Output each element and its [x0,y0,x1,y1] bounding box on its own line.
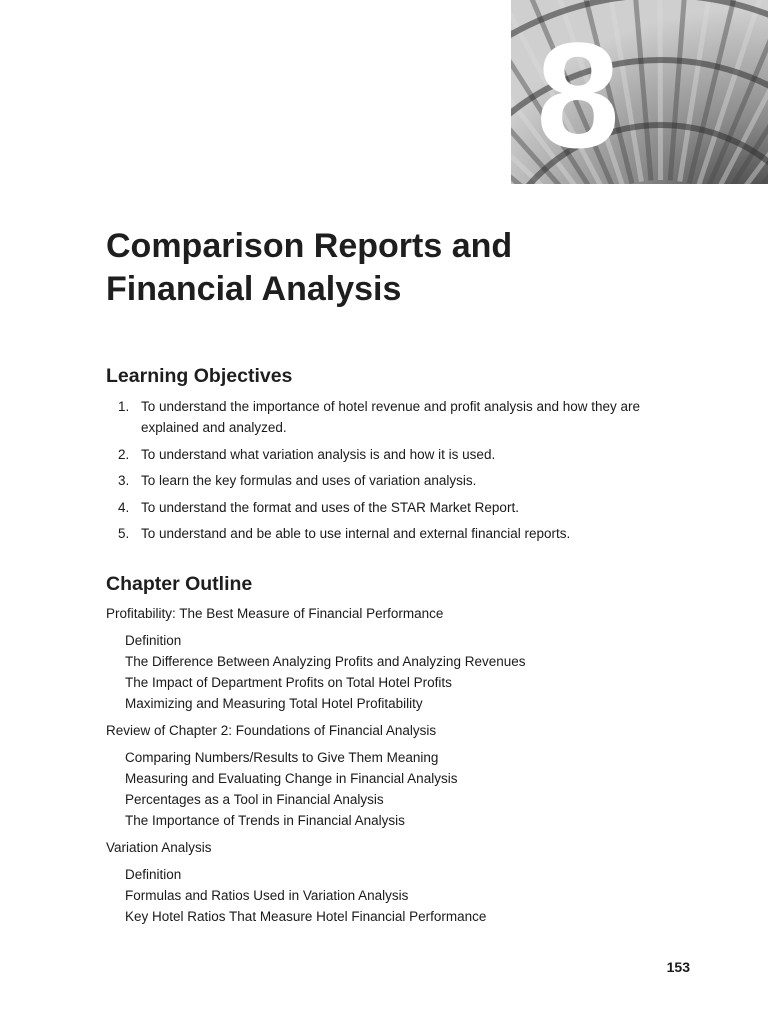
outline-subtopic: The Importance of Trends in Financial Analysis [125,813,405,828]
outline-group [106,720,706,831]
objective-text: To understand and be able to use internal and external financial reports. [141,526,571,541]
outline-group [106,603,706,714]
objective-number: 5. [118,526,130,541]
outline-subtopic: Maximizing and Measuring Total Hotel Profitability [125,696,423,711]
radial-stripe [660,0,661,180]
outline-group [106,837,706,927]
outline-subtopic: The Difference Between Analyzing Profits and Analyzing Revenues [125,654,526,669]
objective-item [106,444,676,465]
outline-subtopic: Measuring and Evaluating Change in Financial Analysis [125,771,458,786]
objective-item [106,396,676,438]
outline-subtopic: The Impact of Department Profits on Total Hotel Profits [125,675,452,690]
outline-subtopic: Definition [125,867,182,882]
objective-number: 4. [118,499,130,515]
outline-subtopic: Definition [125,633,182,648]
chapter-outline-list [106,603,706,933]
chapter-title-line-1: Comparison Reports and [106,227,513,265]
objective-text: To understand the importance of hotel revenue and profit analysis and how they are explained and analyzed. [141,399,641,435]
objective-number: 3. [118,473,130,488]
objective-item [106,497,676,518]
objective-item [106,470,676,491]
outline-subtopic: Formulas and Ratios Used in Variation Analysis [125,888,409,903]
chapter-title [106,225,512,311]
objective-text: To learn the key formulas and uses of variation analysis. [141,473,477,488]
outline-subtopic: Percentages as a Tool in Financial Analysis [125,792,384,807]
chapter-title-line-2: Financial Analysis [106,270,402,308]
objective-text: To understand what variation analysis is and how it is used. [141,446,496,462]
objective-number: 1. [118,399,130,414]
chapter-number: 8 [536,11,620,179]
learning-objectives-heading: Learning Objectives [106,365,293,387]
outline-subtopic: Comparing Numbers/Results to Give Them Meaning [125,750,439,765]
learning-objectives-list [106,396,676,550]
objective-text: To understand the format and uses of the STAR Market Report. [141,499,519,515]
outline-topic: Variation Analysis [106,840,212,855]
objective-item [106,523,676,544]
page-number: 153 [666,959,690,975]
outline-subtopic: Key Hotel Ratios That Measure Hotel Financial Performance [125,909,487,924]
outline-topic: Profitability: The Best Measure of Financial Performance [106,606,444,621]
outline-topic: Review of Chapter 2: Foundations of Financial Analysis [106,723,437,738]
objective-number: 2. [118,446,130,462]
chapter-outline-heading: Chapter Outline [106,573,253,595]
